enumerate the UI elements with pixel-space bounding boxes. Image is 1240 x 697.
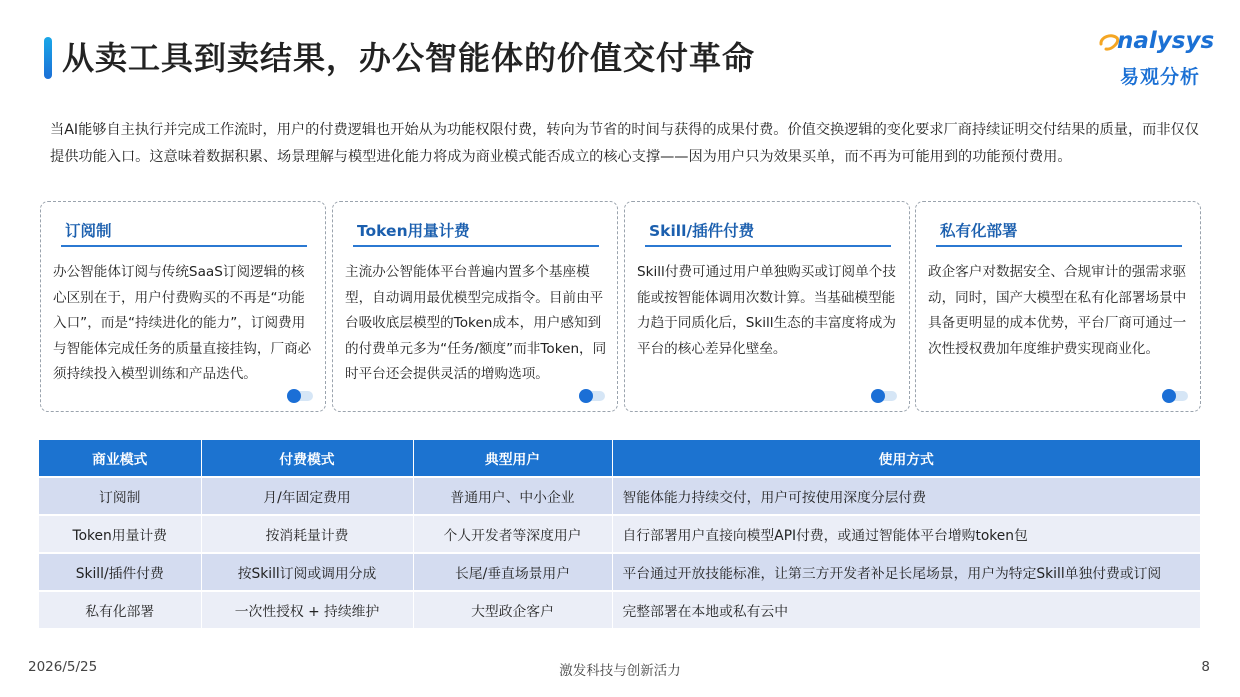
table-row	[39, 477, 1200, 515]
footer-date: 2026/5/25	[28, 659, 98, 675]
toggle-decoration-icon	[579, 389, 605, 403]
business-model-cards	[40, 201, 1203, 414]
table-cell: 月/年固定费用	[201, 477, 413, 515]
card-text: 办公智能体订阅与传统SaaS订阅逻辑的核心区别在于，用户付费购买的不再是“功能入口”，而是“持续进化的能力”，订阅费用与智能体完成任务的质量直接挂钩，厂商必须持续投入模型训练和产品迭代。	[53, 264, 312, 382]
card-divider	[353, 245, 599, 247]
column-header: 典型用户	[413, 440, 612, 477]
table-cell: 完整部署在本地或私有云中	[612, 591, 1200, 628]
logo-text-cn: 易观分析	[1120, 66, 1201, 88]
card-skill-plugin	[624, 201, 910, 412]
card-title: 私有化部署	[940, 222, 1018, 240]
toggle-decoration-icon	[287, 389, 313, 403]
toggle-decoration-icon	[871, 389, 897, 403]
table-row	[39, 591, 1200, 628]
analysys-logo	[1096, 28, 1220, 92]
column-header: 付费模式	[201, 440, 413, 477]
title-accent-bar	[44, 37, 52, 79]
card-private-deployment	[915, 201, 1201, 412]
page-title: 从卖工具到卖结果，办公智能体的价值交付革命	[62, 39, 756, 77]
card-token-billing	[332, 201, 618, 412]
table-cell: 一次性授权 + 持续维护	[201, 591, 413, 628]
table-cell: 智能体能力持续交付，用户可按使用深度分层付费	[612, 477, 1200, 515]
table-row	[39, 553, 1200, 591]
table-cell: 长尾/垂直场景用户	[413, 553, 612, 591]
card-subscription	[40, 201, 326, 412]
card-text: Skill付费可通过用户单独购买或订阅单个技能或按智能体调用次数计算。当基础模型能力趋于同质化后，Skill生态的丰富度将成为平台的核心差异化壁垒。	[637, 264, 896, 357]
logo-text-en: nalysys	[1117, 28, 1215, 54]
business-model-table	[39, 440, 1200, 628]
card-divider	[645, 245, 891, 247]
column-header: 商业模式	[39, 440, 201, 477]
table-cell: 普通用户、中小企业	[413, 477, 612, 515]
page-number: 8	[1201, 659, 1210, 675]
card-divider	[61, 245, 307, 247]
toggle-decoration-icon	[1162, 389, 1188, 403]
card-text: 政企客户对数据安全、合规审计的强需求驱动，同时，国产大模型在私有化部署场景中具备更明显的成本优势，平台厂商可通过一次性授权费加年度维护费实现商业化。	[928, 264, 1187, 357]
footer-slogan: 激发科技与创新活力	[559, 663, 681, 679]
table-cell: 订阅制	[39, 477, 201, 515]
table-cell: 私有化部署	[39, 591, 201, 628]
table-cell: Token用量计费	[39, 515, 201, 553]
table-cell: 按消耗量计费	[201, 515, 413, 553]
card-title: 订阅制	[65, 222, 112, 240]
table-cell: 平台通过开放技能标准，让第三方开发者补足长尾场景，用户为特定Skill单独付费或订阅	[612, 553, 1200, 591]
card-title: Token用量计费	[357, 222, 470, 240]
table-cell: 自行部署用户直接向模型API付费，或通过智能体平台增购token包	[612, 515, 1200, 553]
card-divider	[936, 245, 1182, 247]
table-cell: 个人开发者等深度用户	[413, 515, 612, 553]
intro-paragraph: 当AI能够自主执行并完成工作流时，用户的付费逻辑也开始从为功能权限付费，转向为节省的时间与获得的成果付费。价值交换逻辑的变化要求厂商持续证明交付结果的质量，而非仅仅提供功能入口。这意味着数据积累、场景理解与模型进化能力将成为商业模式能否成立的核心支撑——因为用户只为效果买单，而不再为可能用到的功能预付费用。	[50, 122, 1199, 165]
card-text: 主流办公智能体平台普遍内置多个基座模型，自动调用最优模型完成指令。目前由平台吸收底层模型的Token成本，用户感知到的付费单元多为“任务/额度”而非Token，同时平台还会提供灵活的增购选项。	[345, 264, 607, 382]
table-header-row	[39, 440, 1200, 477]
card-title: Skill/插件付费	[649, 222, 755, 240]
table-cell: Skill/插件付费	[39, 553, 201, 591]
table-row	[39, 515, 1200, 553]
table-cell: 大型政企客户	[413, 591, 612, 628]
table-cell: 按Skill订阅或调用分成	[201, 553, 413, 591]
column-header: 使用方式	[612, 440, 1200, 477]
